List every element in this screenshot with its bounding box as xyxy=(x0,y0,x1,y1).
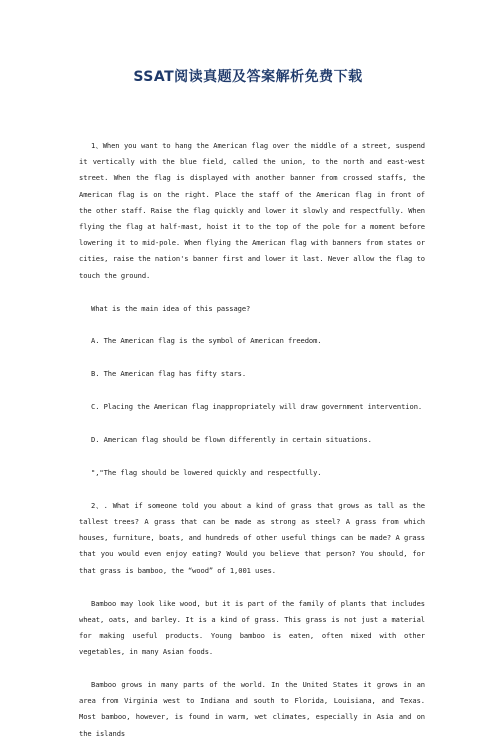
page-title: SSAT阅读真题及答案解析免费下载 xyxy=(133,69,363,85)
answer-fragment: ","The flag should be lowered quickly and respectfully. xyxy=(91,467,322,477)
option-a: A. The American flag is the symbol of American freedom. xyxy=(91,336,322,346)
paragraph-q2-passage: 2、. What if someone told you about a kind of grass that grows as tall as the tallest trees? A grass that can be made as strong as steel? A grass from which houses, furniture, boats, and hundreds of other useful things can be made? A grass that you would even enjoy eating? Would you believe that person? You should, for that grass is bamboo, the “wood” of 1,001 uses. xyxy=(79,500,425,575)
paragraph-q1-passage: 1、When you want to hang the American flag over the middle of a street, suspend it vertically with the blue field, called the union, to the north and east-west street. When the flag is displayed with another banner from crossed staffs, the American flag is on the right. Place the staff of the American flag in front of the other staff. Raise the flag quickly and lower it slowly and respectfully. When flying the flag at half-mast, hoist it to the top of the pole for a moment before lowering it to mid-pole. When flying the American flag with banners from states or cities, raise the nation's banner first and lower it last. Never allow the flag to touch the ground. xyxy=(79,141,425,280)
option-d: D. American flag should be flown differently in certain situations. xyxy=(91,435,372,445)
question-stem: What is the main idea of this passage? xyxy=(91,303,251,313)
document-body xyxy=(79,138,425,750)
paragraph-bamboo-regions: Bamboo grows in many parts of the world. In the United States it grows in an area from Virginia west to Indiana and south to Florida, Louisiana, and Texas. Most bamboo, however, is found in warm, wet climates, especially in Asia and on the islands xyxy=(79,680,425,738)
paragraph-bamboo-grass: Bamboo may look like wood, but it is part of the family of plants that includes wheat, oats, and barley. It is a kind of grass. This grass is not just a material for making useful products. Young bamboo is eaten, often mixed with other vegetables, in many Asian foods. xyxy=(79,598,425,657)
option-b: B. The American flag has fifty stars. xyxy=(91,369,247,379)
option-c: C. Placing the American flag inappropriately will draw government intervention. xyxy=(91,402,423,412)
